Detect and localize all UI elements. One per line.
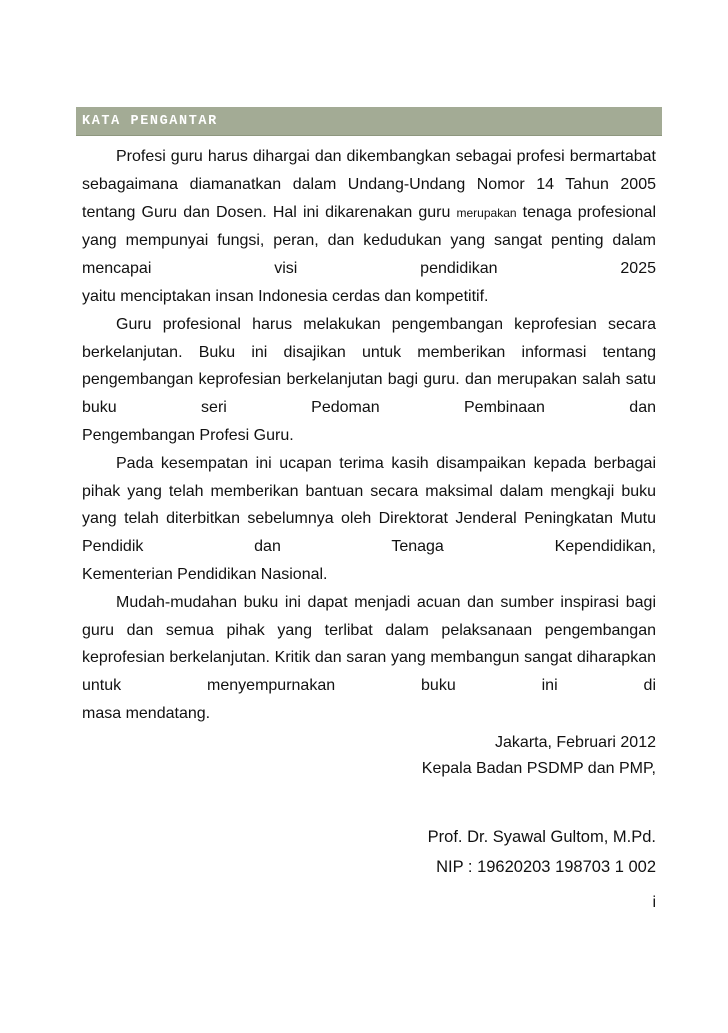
paragraph-line: merupakan salah satu buku seri Pedoman Pembinaan dan xyxy=(82,371,656,417)
paragraph-line: bagi guru dan semua pihak yang terlibat dalam pelaksanaan xyxy=(82,593,656,639)
paragraph-last-line: Pengembangan Profesi Guru. xyxy=(82,426,294,444)
paragraph-line: tentang pengembangan keprofesian berkelanjutan bagi guru. dan xyxy=(82,343,656,389)
paragraph-2 xyxy=(82,311,656,450)
paragraph-line: Pada kesempatan ini ucapan terima kasih disampaikan kepada xyxy=(116,454,587,472)
paragraph-3 xyxy=(82,450,656,589)
paragraph-line: Profesi guru harus dihargai dan dikembangkan sebagai profesi xyxy=(116,148,565,165)
paragraph-1 xyxy=(82,143,656,311)
paragraph-line: mengkaji buku yang telah diterbitkan sebelumnya oleh Direktorat xyxy=(82,482,657,528)
paragraph-line: berbagai pihak yang telah memberikan bantuan secara maksimal dalam xyxy=(82,454,656,500)
paragraph-4 xyxy=(82,589,656,728)
section-header-bar xyxy=(76,107,662,136)
signatory-name: Prof. Dr. Syawal Gultom, M.Pd. xyxy=(427,828,656,846)
place-date: Jakarta, Februari 2012 xyxy=(495,734,656,751)
paragraph-line: tenaga profesional yang mempunyai fungsi, peran, dan xyxy=(82,203,656,250)
signature-space xyxy=(422,782,656,822)
paragraph-last-line: Kementerian Pendidikan Nasional. xyxy=(82,565,328,583)
page-number: i xyxy=(652,894,656,911)
paragraph-line: bermartabat sebagaimana diamanatkan dalam Undang-Undang Nomor xyxy=(82,148,656,193)
foreword-body xyxy=(82,143,656,728)
paragraph-last-line: yaitu menciptakan insan Indonesia cerdas dan kompetitif. xyxy=(82,287,489,305)
section-title: KATA PENGANTAR xyxy=(82,114,218,129)
paragraph-line: Mudah-mudahan buku ini dapat menjadi acuan dan sumber inspirasi xyxy=(116,593,620,611)
signatory-nip: NIP : 19620203 198703 1 002 xyxy=(436,858,656,876)
paragraph-line: 14 Tahun 2005 tentang Guru dan Dosen. Hal ini dikarenakan guru xyxy=(82,175,656,221)
paragraph-line: Jenderal Peningkatan Mutu Pendidik dan Tenaga Kependidikan, xyxy=(82,510,656,556)
paragraph-line: membangun sangat diharapkan untuk menyempurnakan buku ini di xyxy=(82,649,656,695)
signatory-position: Kepala Badan PSDMP dan PMP, xyxy=(421,760,656,777)
signature-block xyxy=(422,730,656,882)
paragraph-last-line: masa mendatang. xyxy=(82,704,211,722)
paragraph-line: secara berkelanjutan. Buku ini disajikan untuk memberikan informasi xyxy=(82,315,656,361)
paragraph-line: pengembangan keprofesian berkelanjutan. Kritik dan saran yang xyxy=(82,621,656,667)
paragraph-line: kedudukan yang sangat penting dalam mencapai visi pendidikan 2025 xyxy=(82,232,656,278)
small-word: merupakan xyxy=(456,205,517,220)
paragraph-line: Guru profesional harus melakukan pengembangan keprofesian xyxy=(116,315,597,333)
